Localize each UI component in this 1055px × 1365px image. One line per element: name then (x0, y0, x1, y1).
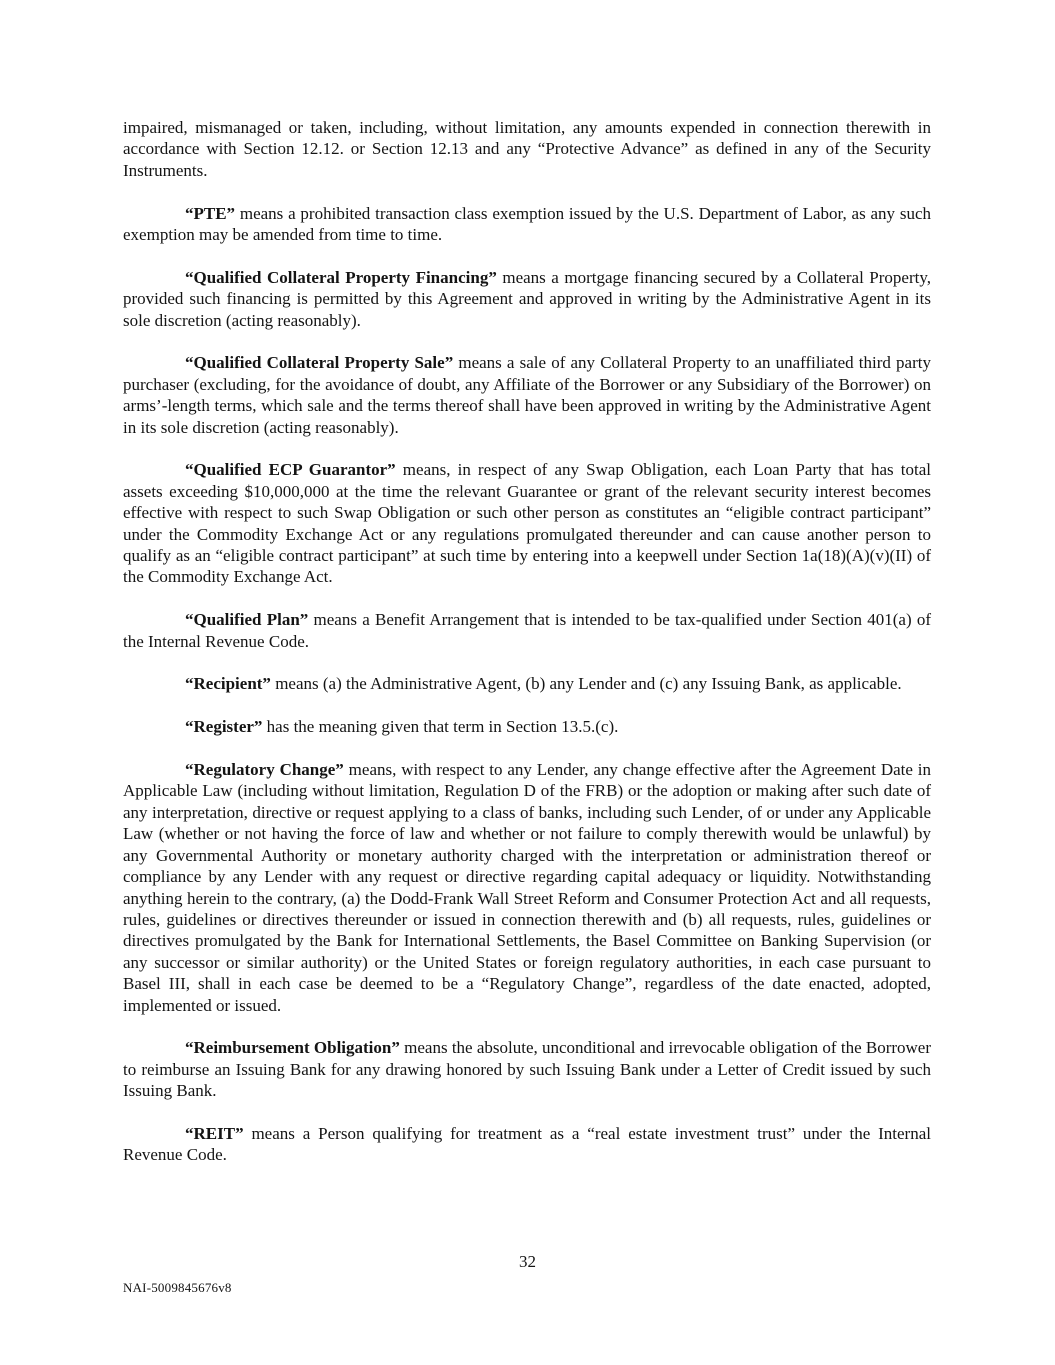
paragraph-text: means, in respect of any Swap Obligation, each Loan Party that has total assets exceeding $10,000,000 at the time the relevant Guarantee or grant of the relevant security interest becomes effective with respect to such Swap Obligation or such other person as constitutes an “eligible contract participant” under the Commodity Exchange Act or any regulations promulgated thereunder and can cause another person to qualify as an “eligible contract participant” at such time by entering into a keepwell under Section 1a(18)(A)(v)(II) of the Commodity Exchange Act. (123, 460, 931, 587)
paragraph-text: means, with respect to any Lender, any change effective after the Agreement Date in Applicable Law (including without limitation, Regulation D of the FRB) or the adoption or making after such date of any interpretation, directive or request applying to a class of banks, including such Lender, of or under any Applicable Law (whether or not having the force of law and whether or not failure to comply therewith would be unlawful) by any Governmental Authority or monetary authority charged with the interpretation or administration thereof or compliance by any Lender with any request or directive regarding capital adequacy or liquidity. Notwithstanding anything herein to the contrary, (a) the Dodd-Frank Wall Street Reform and Consumer Protection Act and all requests, rules, guidelines or directives thereunder or issued in connection therewith and (b) all requests, rules, guidelines or directives promulgated by the Bank for International Settlements, the Basel Committee on Banking Supervision (or any successor or similar authority) or the United States or foreign regulatory authorities, in each case pursuant to Basel III, shall in each case be deemed to be a “Regulatory Change”, regardless of the date enacted, adopted, implemented or issued. (123, 760, 931, 1015)
defined-term: “Qualified Plan” (185, 610, 309, 630)
paragraph-text: impaired, mismanaged or taken, including, without limitation, any amounts expended in connection therewith in accordance with Section 12.12. or Section 12.13 and any “Protective Advance” as defined in any of the Security Instruments. (123, 118, 931, 180)
defined-term: “PTE” (185, 203, 236, 223)
defined-term: “Qualified Collateral Property Sale” (185, 353, 454, 373)
paragraph (123, 117, 931, 181)
document-body (123, 117, 931, 1187)
paragraph (123, 459, 931, 587)
defined-term: “REIT” (185, 1123, 244, 1143)
paragraph-text: means a prohibited transaction class exemption issued by the U.S. Department of Labor, as any such exemption may be amended from time to time. (123, 203, 931, 245)
paragraph (123, 352, 931, 438)
defined-term: “Recipient” (185, 674, 271, 694)
defined-term: “Qualified ECP Guarantor” (185, 460, 396, 480)
defined-term: “Reimbursement Obligation” (185, 1038, 400, 1058)
paragraph (123, 759, 931, 1016)
paragraph (123, 1037, 931, 1101)
paragraph-text: means a Person qualifying for treatment as a “real estate investment trust” under the Internal Revenue Code. (123, 1123, 931, 1165)
paragraph (123, 1123, 931, 1166)
defined-term: “Register” (185, 717, 263, 737)
paragraph (123, 609, 931, 652)
paragraph-text: means a mortgage financing secured by a Collateral Property, provided such financing is permitted by this Agreement and approved in writing by the Administrative Agent in its sole discretion (acting reasonably). (123, 267, 931, 330)
page-number: 32 (519, 1252, 536, 1271)
paragraph-text: means the absolute, unconditional and irrevocable obligation of the Borrower to reimburse an Issuing Bank for any drawing honored by such Issuing Bank under a Letter of Credit issued by such Issuing Bank. (123, 1038, 932, 1101)
paragraph (123, 716, 931, 737)
paragraph-text: means a Benefit Arrangement that is intended to be tax-qualified under Section 401(a) of the Internal Revenue Code. (123, 610, 931, 651)
paragraph (123, 673, 931, 694)
document-id: NAI-5009845676v8 (123, 1280, 232, 1295)
paragraph-text: means a sale of any Collateral Property to an unaffiliated third party purchaser (excluding, for the avoidance of doubt, any Affiliate of the Borrower or any Subsidiary of the Borrower) on arms’-length terms, which sale and the terms thereof shall have been approved in writing by the Administrative Agent in its sole discretion (acting reasonably). (123, 353, 931, 437)
defined-term: “Qualified Collateral Property Financing” (185, 267, 497, 287)
paragraph-text: has the meaning given that term in Section 13.5.(c). (262, 717, 619, 737)
defined-term: “Regulatory Change” (185, 760, 344, 780)
paragraph (123, 267, 931, 331)
paragraph (123, 203, 931, 246)
paragraph-text: means (a) the Administrative Agent, (b) any Lender and (c) any Issuing Bank, as applicable. (270, 674, 902, 694)
